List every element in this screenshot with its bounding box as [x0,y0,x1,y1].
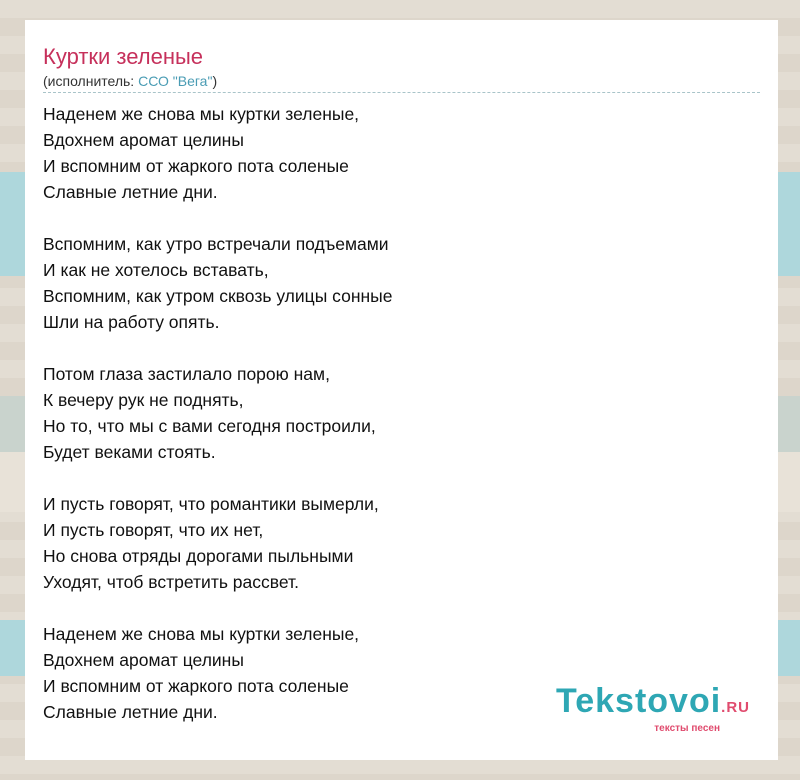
lyric-line: Вдохнем аромат целины [43,130,244,150]
logo-tagline: тексты песен [654,723,720,734]
performer-suffix: ) [212,73,218,89]
logo-tld: .RU [721,699,750,716]
lyric-line: И пусть говорят, что романтики вымерли, [43,494,379,514]
lyric-line: Славные летние дни. [43,702,218,722]
lyric-line: Вспомним, как утро встречали подъемами [43,234,389,254]
performer-line [43,72,760,93]
lyric-line: И вспомним от жаркого пота соленые [43,156,349,176]
lyric-line: И вспомним от жаркого пота соленые [43,676,349,696]
logo-name: Tekstovoi [555,682,722,720]
stanza [43,361,760,465]
lyric-line: И как не хотелось вставать, [43,260,269,280]
performer-link[interactable]: ССО "Вега" [138,73,213,89]
lyric-line: Вдохнем аромат целины [43,650,244,670]
song-title: Куртки зеленые [43,44,204,69]
stanza [43,101,760,205]
performer-prefix: (исполнитель: [43,73,139,89]
site-logo[interactable] [556,684,750,734]
lyric-line: Но снова отряды дорогами пыльными [43,546,354,566]
lyric-line: Славные летние дни. [43,182,218,202]
lyrics-card [25,20,778,760]
lyric-line: Потом глаза застилало порою нам, [43,364,330,384]
stanza [43,231,760,335]
lyric-line: Уходят, чтоб встретить рассвет. [43,572,299,592]
lyric-line: К вечеру рук не поднять, [43,390,244,410]
lyrics-text [43,101,760,725]
lyric-line: Шли на работу опять. [43,312,220,332]
lyric-line: Но то, что мы с вами сегодня построили, [43,416,376,436]
lyric-line: Вспомним, как утром сквозь улицы сонные [43,286,393,306]
lyric-line: Наденем же снова мы куртки зеленые, [43,104,360,124]
stanza [43,491,760,595]
lyric-line: Наденем же снова мы куртки зеленые, [43,624,360,644]
lyric-line: И пусть говорят, что их нет, [43,520,264,540]
lyric-line: Будет веками стоять. [43,442,216,462]
